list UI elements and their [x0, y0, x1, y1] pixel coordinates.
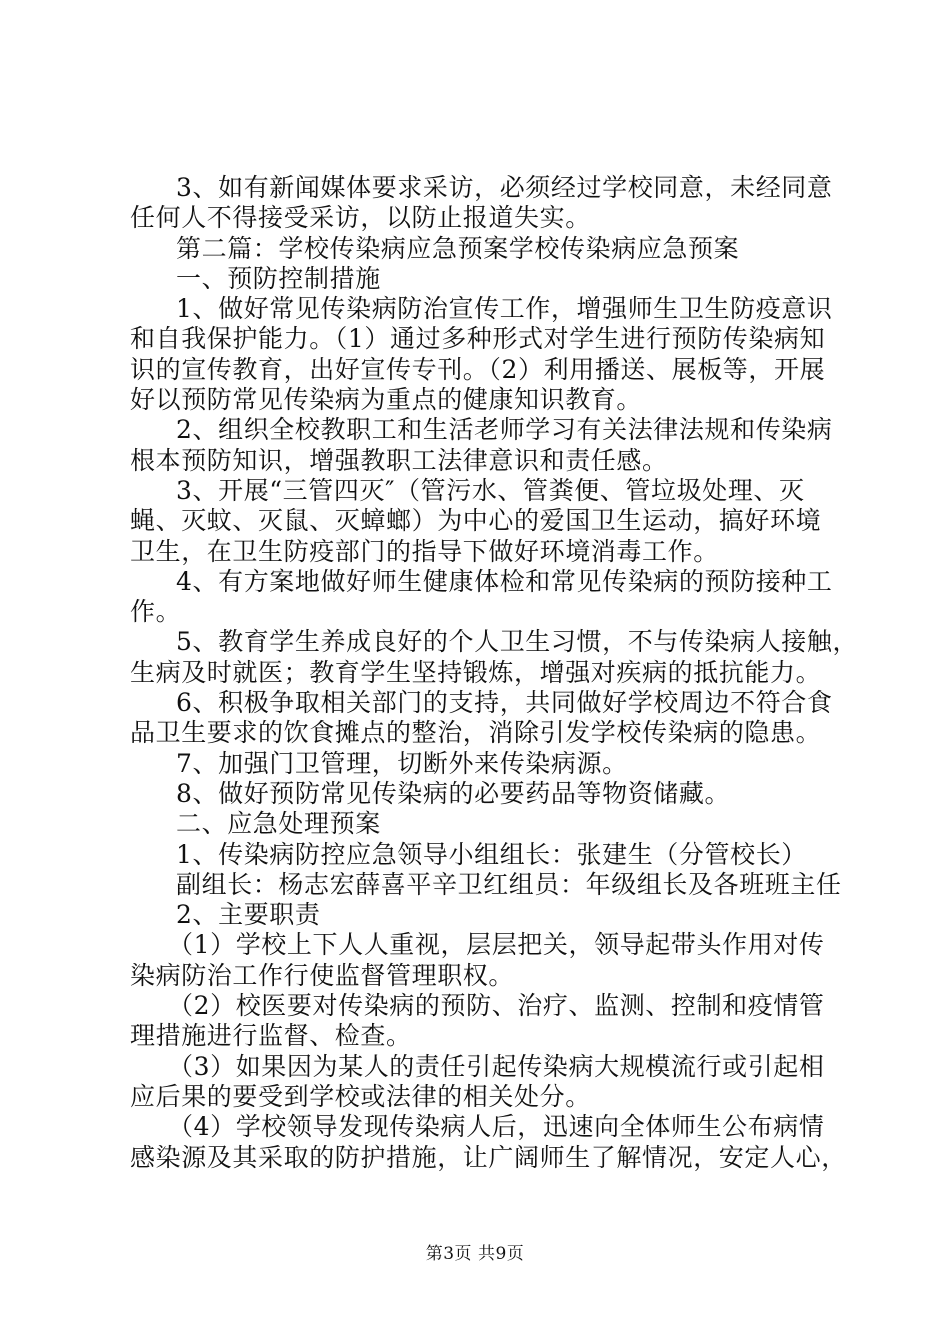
text-line: 生病及时就医；教育学生坚持锻炼，增强对疾病的抵抗能力。	[130, 657, 822, 687]
text-line: 2、主要职责	[176, 900, 321, 930]
text-line: （4）学校领导发现传染病人后，迅速向全体师生公布病情	[168, 1112, 825, 1142]
text-line: 1、传染病防控应急领导小组组长：张建生（分管校长）	[176, 839, 807, 869]
text-line: 一、预防控制措施	[176, 263, 381, 293]
text-line: 3、如有新闻媒体要求采访，必须经过学校同意，未经同意	[176, 173, 833, 202]
text-line: 卫生，在卫生防疫部门的指导下做好环境消毒工作。	[130, 536, 719, 566]
text-line: 5、教育学生养成良好的个人卫生习惯，不与传染病人接触，	[176, 627, 859, 657]
page-footer: 第3页 共9页	[425, 1244, 525, 1264]
text-line: 蝇、灭蚊、灭鼠、灭蟑螂）为中心的爱国卫生运动，搞好环境	[130, 506, 822, 536]
text-line: 应后果的要受到学校或法律的相关处分。	[130, 1081, 591, 1111]
text-line: 副组长：杨志宏薛喜平辛卫红组员：年级组长及各班班主任	[176, 869, 842, 899]
text-line: 任何人不得接受采访，以防止报道失实。	[130, 203, 591, 233]
text-line: 好以预防常见传染病为重点的健康知识教育。	[130, 385, 643, 415]
text-line: 1、做好常见传染病防治宣传工作，增强师生卫生防疫意识	[176, 294, 833, 324]
text-line: 识的宣传教育，出好宣传专刊。（2）利用播送、展板等，开展	[130, 354, 826, 384]
text-line: 4、有方案地做好师生健康体检和常见传染病的预防接种工	[176, 566, 833, 596]
text-line: 染病防治工作行使监督管理职权。	[130, 960, 515, 990]
text-line: （2）校医要对传染病的预防、治疗、监测、控制和疫情管	[168, 991, 825, 1021]
text-line: （1）学校上下人人重视，层层把关，领导起带头作用对传	[168, 930, 825, 960]
text-line: 6、积极争取相关部门的支持，共同做好学校周边不符合食	[176, 688, 833, 718]
document-body	[130, 173, 859, 1173]
text-line: 品卫生要求的饮食摊点的整治，消除引发学校传染病的隐患。	[130, 718, 822, 748]
text-line: 根本预防知识，增强教职工法律意识和责任感。	[130, 445, 668, 475]
text-line: 8、做好预防常见传染病的必要药品等物资储藏。	[176, 778, 731, 808]
text-line: 7、加强门卫管理，切断外来传染病源。	[176, 748, 628, 778]
text-line: 和自我保护能力。（1）通过多种形式对学生进行预防传染病知	[130, 324, 826, 354]
text-line: 感染源及其采取的防护措施，让广阔师生了解情况，安定人心，	[130, 1142, 847, 1172]
text-line: 理措施进行监督、检查。	[130, 1021, 412, 1051]
text-line: 作。	[130, 597, 182, 627]
text-line: 二、应急处理预案	[176, 809, 381, 839]
text-line: 2、组织全校教职工和生活老师学习有关法律法规和传染病	[176, 415, 833, 445]
text-line: 第二篇：学校传染病应急预案学校传染病应急预案	[176, 233, 740, 263]
text-line: 3、开展“三管四灭″（管污水、管粪便、管垃圾处理、灭	[176, 475, 805, 505]
text-line: （3）如果因为某人的责任引起传染病大规模流行或引起相	[168, 1051, 825, 1081]
